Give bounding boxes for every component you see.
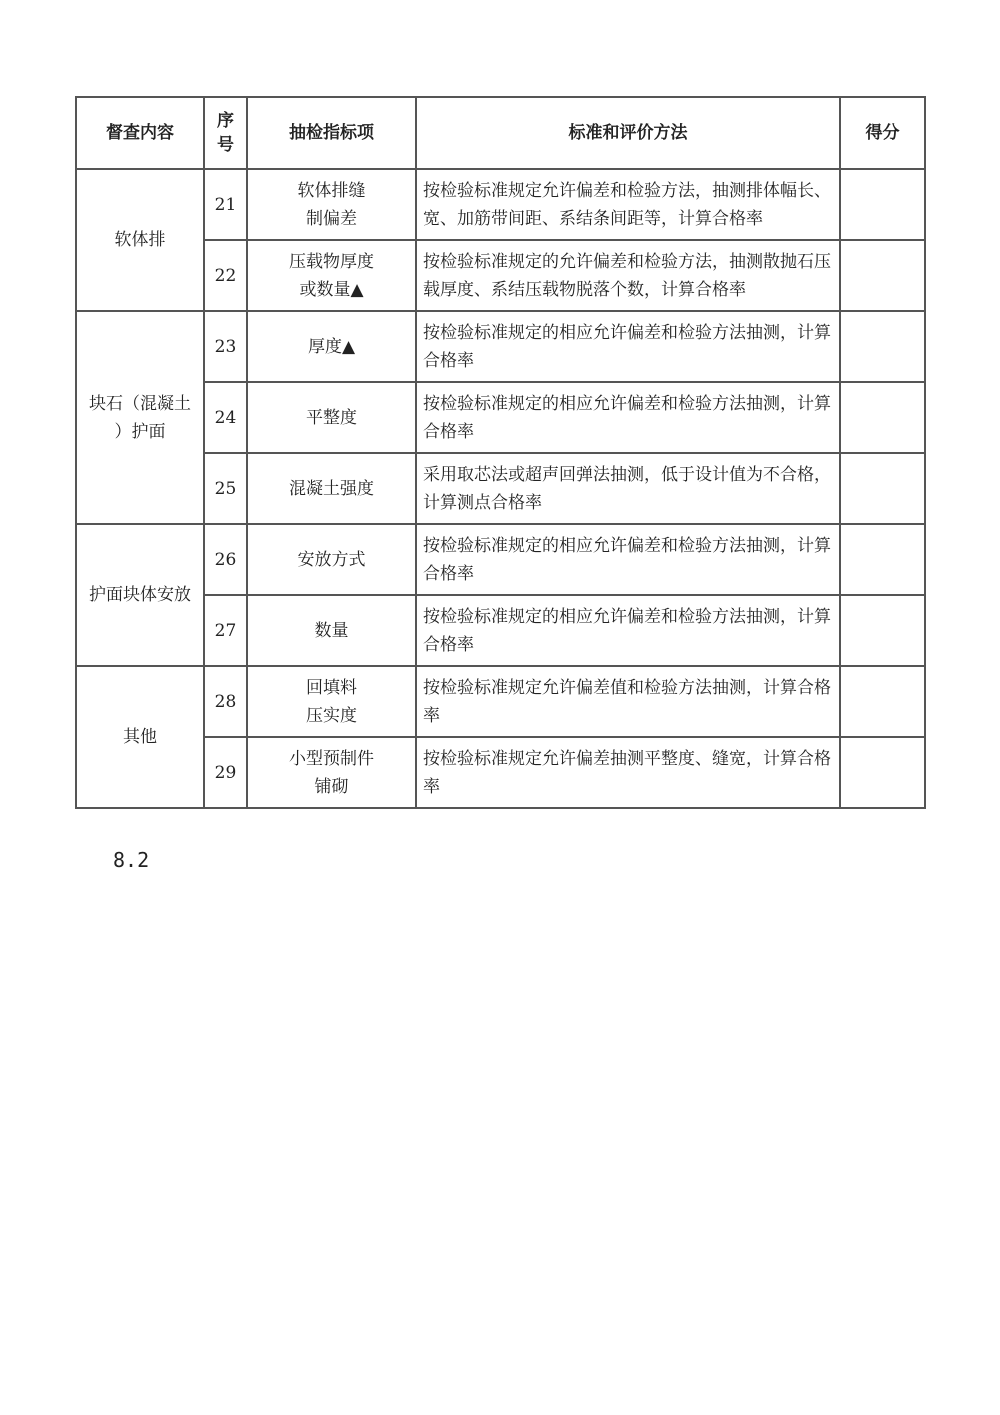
seq-cell: 21: [204, 169, 247, 240]
method-cell: 采用取芯法或超声回弹法抽测，低于设计值为不合格，计算测点合格率: [416, 453, 840, 524]
header-category: 督查内容: [76, 97, 204, 169]
seq-cell: 26: [204, 524, 247, 595]
method-cell: 按检验标准规定的相应允许偏差和检验方法抽测，计算合格率: [416, 524, 840, 595]
table-row: [76, 311, 925, 382]
inspection-table: [75, 96, 926, 809]
method-cell: 按检验标准规定的允许偏差和检验方法，抽测散抛石压载厚度、系结压载物脱落个数，计算合格率: [416, 240, 840, 311]
category-cell: 软体排: [76, 169, 204, 311]
table-row: [76, 169, 925, 240]
item-cell: 安放方式: [247, 524, 416, 595]
item-cell: 平整度: [247, 382, 416, 453]
table-header: [76, 97, 925, 169]
table-row: [76, 240, 925, 311]
header-score: 得分: [840, 97, 925, 169]
method-cell: 按检验标准规定的相应允许偏差和检验方法抽测，计算合格率: [416, 595, 840, 666]
score-cell: [840, 737, 925, 808]
score-cell: [840, 666, 925, 737]
score-cell: [840, 382, 925, 453]
score-cell: [840, 524, 925, 595]
seq-cell: 24: [204, 382, 247, 453]
seq-cell: 27: [204, 595, 247, 666]
seq-cell: 29: [204, 737, 247, 808]
table-row: [76, 737, 925, 808]
table-row: [76, 453, 925, 524]
item-cell: 软体排缝 制偏差: [247, 169, 416, 240]
seq-cell: 25: [204, 453, 247, 524]
item-cell: 混凝土强度: [247, 453, 416, 524]
score-cell: [840, 169, 925, 240]
table-row: [76, 382, 925, 453]
table-row: [76, 666, 925, 737]
section-number: 8.2: [113, 848, 150, 872]
header-item: 抽检指标项: [247, 97, 416, 169]
method-cell: 按检验标准规定的相应允许偏差和检验方法抽测，计算合格率: [416, 311, 840, 382]
seq-cell: 23: [204, 311, 247, 382]
header-seq: 序 号: [204, 97, 247, 169]
method-cell: 按检验标准规定允许偏差抽测平整度、缝宽，计算合格率: [416, 737, 840, 808]
table-row: [76, 595, 925, 666]
score-cell: [840, 240, 925, 311]
score-cell: [840, 595, 925, 666]
item-cell: 回填料 压实度: [247, 666, 416, 737]
seq-cell: 22: [204, 240, 247, 311]
item-cell: 小型预制件 铺砌: [247, 737, 416, 808]
table-body: [76, 169, 925, 808]
method-cell: 按检验标准规定允许偏差和检验方法，抽测排体幅长、宽、加筋带间距、系结条间距等，计算合格率: [416, 169, 840, 240]
category-cell: 其他: [76, 666, 204, 808]
table-row: [76, 524, 925, 595]
category-cell: 块石（混凝土 ）护面: [76, 311, 204, 524]
score-cell: [840, 453, 925, 524]
method-cell: 按检验标准规定的相应允许偏差和检验方法抽测，计算合格率: [416, 382, 840, 453]
method-cell: 按检验标准规定允许偏差值和检验方法抽测，计算合格率: [416, 666, 840, 737]
header-row: [76, 97, 925, 169]
score-cell: [840, 311, 925, 382]
item-cell: 厚度▲: [247, 311, 416, 382]
seq-cell: 28: [204, 666, 247, 737]
header-method: 标准和评价方法: [416, 97, 840, 169]
item-cell: 压载物厚度 或数量▲: [247, 240, 416, 311]
item-cell: 数量: [247, 595, 416, 666]
category-cell: 护面块体安放: [76, 524, 204, 666]
